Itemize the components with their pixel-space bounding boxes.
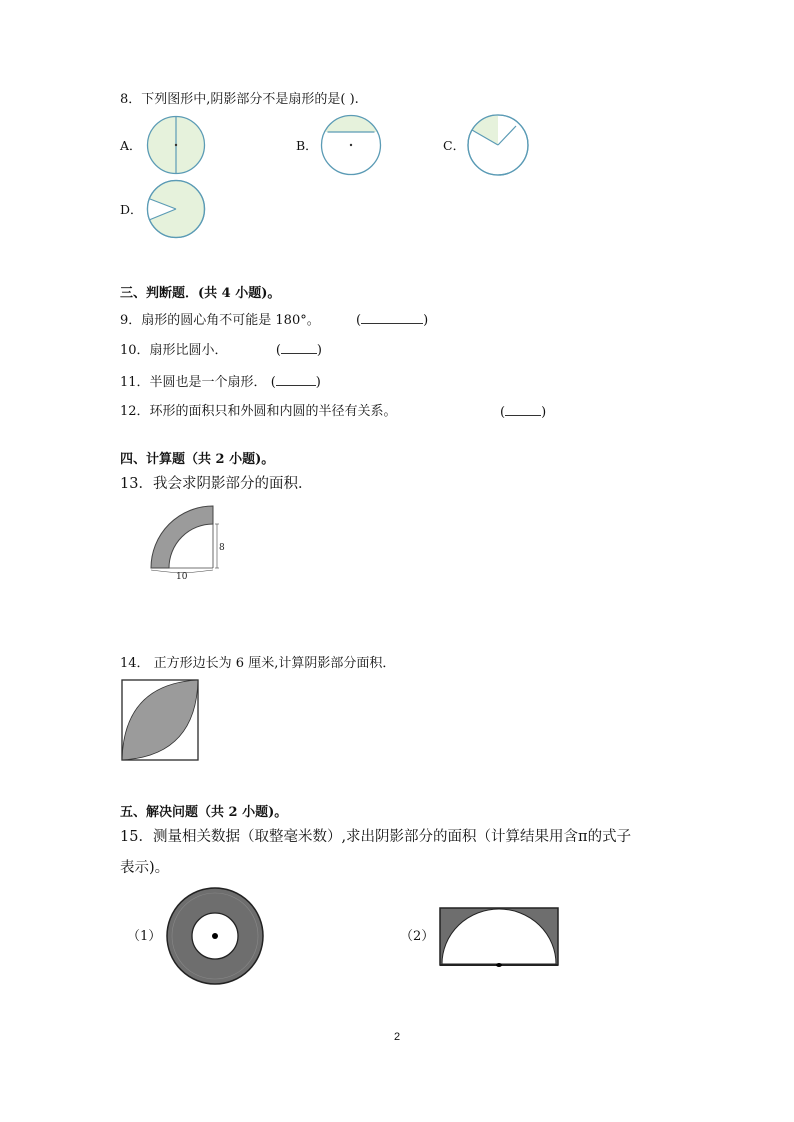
square-leaf-figure — [121, 679, 199, 761]
q10-paren-close: ) — [316, 343, 322, 358]
q8-option-d-label: D． — [120, 202, 143, 217]
q13-text: 13．我会求阴影部分的面积． — [120, 476, 313, 492]
section5-title: 五、解决问题（共 2 小题)。 — [120, 805, 288, 820]
q9-row — [120, 311, 428, 330]
circle-vertical-diameter-icon — [146, 115, 206, 175]
q11-paren-open: ( — [270, 375, 276, 390]
q10-answer-blank[interactable] — [281, 341, 317, 354]
q15-line2: 表示)。 — [120, 860, 170, 876]
q8-option-c-label: C． — [443, 138, 466, 153]
q15-line1: 15．测量相关数据（取整毫米数）,求出阴影部分的面积（计算结果用含π的式子 — [120, 829, 632, 845]
q11-row — [120, 373, 321, 392]
q9-paren-close: ) — [423, 313, 429, 328]
q15-fig1-label: （1） — [127, 929, 162, 944]
q9-answer-blank[interactable] — [361, 311, 423, 324]
q11-answer-blank[interactable] — [276, 373, 316, 386]
quarter-ring-figure — [145, 500, 235, 580]
q12-paren-close: ) — [541, 405, 547, 420]
q13-width-label: 10 — [176, 572, 188, 582]
q14-text: 14． 正方形边长为 6 厘米,计算阴影部分面积． — [120, 656, 396, 671]
q11-text: 11．半圆也是一个扇形． — [120, 375, 267, 390]
q15-fig2-label: （2） — [400, 929, 435, 944]
ring-figure — [164, 886, 266, 986]
q12-text: 12．环形的面积只和外圆和内圆的半径有关系。 — [120, 404, 397, 419]
circle-small-sector-icon — [145, 180, 207, 240]
q13-height-label: 8 — [219, 543, 225, 553]
section3-title: 三、判断题．(共 4 小题)。 — [120, 286, 281, 301]
q9-text: 9．扇形的圆心角不可能是 180°。 — [120, 313, 320, 328]
q8-stem: 8．下列图形中,阴影部分不是扇形的是( ). — [120, 92, 359, 107]
q9-paren-open: ( — [356, 313, 362, 328]
q10-text: 10．扇形比圆小． — [120, 343, 228, 358]
q12-answer-blank[interactable] — [505, 403, 541, 416]
q11-paren-close: ) — [315, 375, 321, 390]
q8-option-b-label: B． — [296, 138, 318, 153]
q10-row — [120, 341, 322, 360]
section4-title: 四、计算题（共 2 小题)。 — [120, 452, 275, 467]
q8-option-a-label: A． — [120, 138, 142, 153]
semicircle-in-rect-figure — [439, 907, 559, 967]
circle-sector-radii-icon — [466, 114, 530, 176]
q12-answer — [500, 403, 546, 422]
page-number: 2 — [394, 1031, 401, 1043]
circle-chord-segment-icon — [320, 114, 382, 176]
q12-paren-open: ( — [500, 405, 506, 420]
q10-paren-open: ( — [275, 343, 281, 358]
